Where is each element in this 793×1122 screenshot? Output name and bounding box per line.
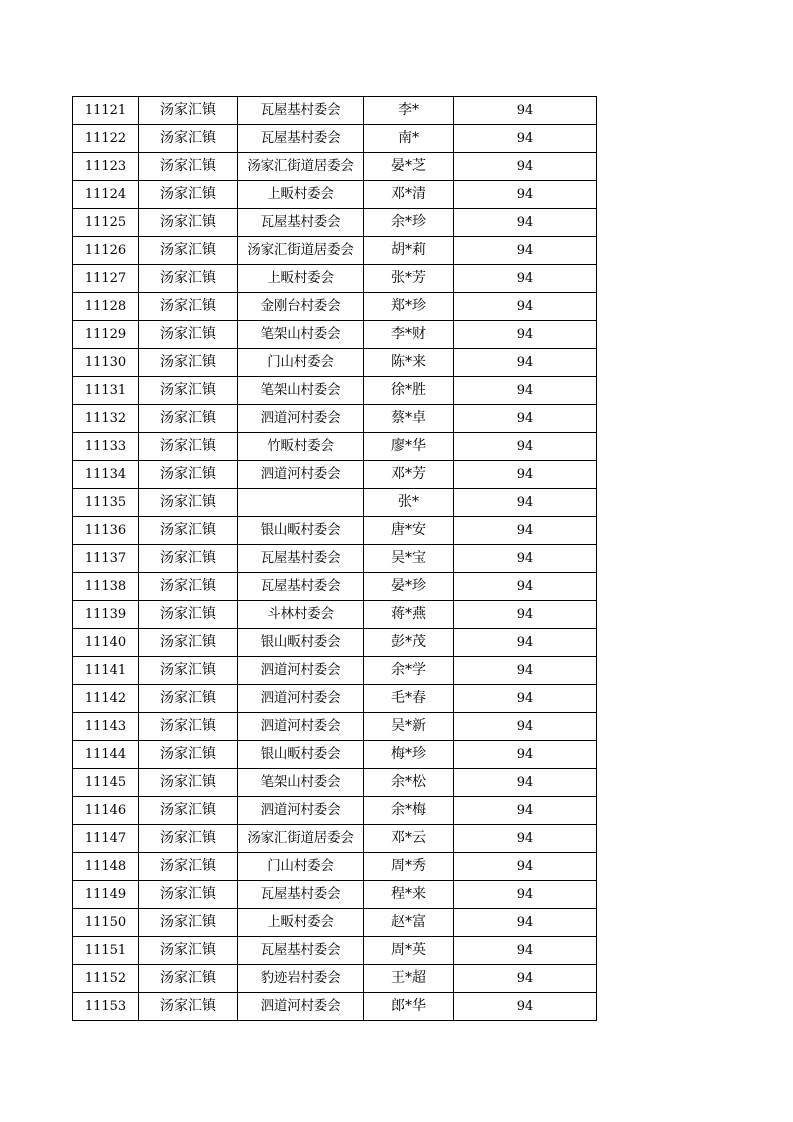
record-id-cell: 11121 <box>73 97 139 125</box>
record-id-cell: 11132 <box>73 405 139 433</box>
record-id-cell: 11123 <box>73 153 139 181</box>
record-id-cell: 11138 <box>73 573 139 601</box>
committee-cell: 瓦屋基村委会 <box>238 97 364 125</box>
committee-cell: 上畈村委会 <box>238 181 364 209</box>
person-name-cell: 晏*珍 <box>364 573 454 601</box>
person-name-cell: 程*来 <box>364 881 454 909</box>
score-cell: 94 <box>454 433 597 461</box>
table-row <box>73 825 597 853</box>
table-row <box>73 685 597 713</box>
person-name-cell: 余*梅 <box>364 797 454 825</box>
score-cell: 94 <box>454 349 597 377</box>
score-cell: 94 <box>454 853 597 881</box>
town-cell: 汤家汇镇 <box>139 993 238 1021</box>
person-name-cell: 邓*清 <box>364 181 454 209</box>
person-name-cell: 廖*华 <box>364 433 454 461</box>
town-cell: 汤家汇镇 <box>139 713 238 741</box>
town-cell: 汤家汇镇 <box>139 377 238 405</box>
committee-cell: 汤家汇街道居委会 <box>238 237 364 265</box>
record-id-cell: 11140 <box>73 629 139 657</box>
record-id-cell: 11125 <box>73 209 139 237</box>
score-cell: 94 <box>454 629 597 657</box>
person-name-cell: 吴*宝 <box>364 545 454 573</box>
score-cell: 94 <box>454 965 597 993</box>
score-cell: 94 <box>454 797 597 825</box>
committee-cell: 上畈村委会 <box>238 909 364 937</box>
committee-cell: 汤家汇街道居委会 <box>238 153 364 181</box>
town-cell: 汤家汇镇 <box>139 797 238 825</box>
person-name-cell: 邓*云 <box>364 825 454 853</box>
committee-cell: 笔架山村委会 <box>238 321 364 349</box>
committee-cell: 银山畈村委会 <box>238 741 364 769</box>
town-cell: 汤家汇镇 <box>139 573 238 601</box>
record-id-cell: 11135 <box>73 489 139 517</box>
table-row <box>73 993 597 1021</box>
table-row <box>73 405 597 433</box>
town-cell: 汤家汇镇 <box>139 293 238 321</box>
town-cell: 汤家汇镇 <box>139 181 238 209</box>
record-id-cell: 11137 <box>73 545 139 573</box>
score-cell: 94 <box>454 265 597 293</box>
person-name-cell: 邓*芳 <box>364 461 454 489</box>
table-row <box>73 909 597 937</box>
committee-cell: 门山村委会 <box>238 853 364 881</box>
committee-cell: 瓦屋基村委会 <box>238 881 364 909</box>
score-cell: 94 <box>454 713 597 741</box>
committee-cell: 金刚台村委会 <box>238 293 364 321</box>
table-row <box>73 545 597 573</box>
town-cell: 汤家汇镇 <box>139 769 238 797</box>
table-row <box>73 461 597 489</box>
town-cell: 汤家汇镇 <box>139 489 238 517</box>
record-id-cell: 11143 <box>73 713 139 741</box>
record-id-cell: 11142 <box>73 685 139 713</box>
committee-cell: 斗林村委会 <box>238 601 364 629</box>
record-id-cell: 11139 <box>73 601 139 629</box>
town-cell: 汤家汇镇 <box>139 461 238 489</box>
table-row <box>73 321 597 349</box>
table-row <box>73 265 597 293</box>
person-name-cell: 徐*胜 <box>364 377 454 405</box>
town-cell: 汤家汇镇 <box>139 405 238 433</box>
score-cell: 94 <box>454 573 597 601</box>
person-name-cell: 张*芳 <box>364 265 454 293</box>
town-cell: 汤家汇镇 <box>139 265 238 293</box>
town-cell: 汤家汇镇 <box>139 881 238 909</box>
committee-cell: 豹迹岩村委会 <box>238 965 364 993</box>
record-id-cell: 11147 <box>73 825 139 853</box>
committee-cell: 上畈村委会 <box>238 265 364 293</box>
score-cell: 94 <box>454 97 597 125</box>
town-cell: 汤家汇镇 <box>139 657 238 685</box>
record-id-cell: 11146 <box>73 797 139 825</box>
score-cell: 94 <box>454 825 597 853</box>
score-cell: 94 <box>454 321 597 349</box>
town-cell: 汤家汇镇 <box>139 237 238 265</box>
record-id-cell: 11126 <box>73 237 139 265</box>
person-name-cell: 彭*茂 <box>364 629 454 657</box>
score-cell: 94 <box>454 461 597 489</box>
person-name-cell: 李*财 <box>364 321 454 349</box>
score-cell: 94 <box>454 937 597 965</box>
record-id-cell: 11124 <box>73 181 139 209</box>
score-cell: 94 <box>454 405 597 433</box>
person-name-cell: 梅*珍 <box>364 741 454 769</box>
committee-cell: 竹畈村委会 <box>238 433 364 461</box>
score-cell: 94 <box>454 741 597 769</box>
score-cell: 94 <box>454 293 597 321</box>
table-row <box>73 209 597 237</box>
table-row <box>73 181 597 209</box>
score-cell: 94 <box>454 601 597 629</box>
table-row <box>73 713 597 741</box>
person-name-cell: 李* <box>364 97 454 125</box>
town-cell: 汤家汇镇 <box>139 433 238 461</box>
table-row <box>73 125 597 153</box>
record-id-cell: 11128 <box>73 293 139 321</box>
record-id-cell: 11149 <box>73 881 139 909</box>
score-cell: 94 <box>454 125 597 153</box>
committee-cell: 笔架山村委会 <box>238 769 364 797</box>
record-id-cell: 11145 <box>73 769 139 797</box>
score-cell: 94 <box>454 685 597 713</box>
table-row <box>73 433 597 461</box>
score-cell: 94 <box>454 909 597 937</box>
score-cell: 94 <box>454 993 597 1021</box>
score-cell: 94 <box>454 153 597 181</box>
score-cell: 94 <box>454 377 597 405</box>
person-name-cell: 张* <box>364 489 454 517</box>
table-row <box>73 769 597 797</box>
score-cell: 94 <box>454 881 597 909</box>
committee-cell: 瓦屋基村委会 <box>238 937 364 965</box>
person-name-cell: 蔡*卓 <box>364 405 454 433</box>
committee-cell: 银山畈村委会 <box>238 629 364 657</box>
town-cell: 汤家汇镇 <box>139 97 238 125</box>
person-name-cell: 余*松 <box>364 769 454 797</box>
score-cell: 94 <box>454 181 597 209</box>
score-cell: 94 <box>454 657 597 685</box>
score-cell: 94 <box>454 237 597 265</box>
record-id-cell: 11133 <box>73 433 139 461</box>
person-name-cell: 南* <box>364 125 454 153</box>
score-cell: 94 <box>454 545 597 573</box>
town-cell: 汤家汇镇 <box>139 825 238 853</box>
table-row <box>73 853 597 881</box>
person-name-cell: 余*学 <box>364 657 454 685</box>
town-cell: 汤家汇镇 <box>139 321 238 349</box>
committee-cell: 瓦屋基村委会 <box>238 125 364 153</box>
committee-cell: 泗道河村委会 <box>238 993 364 1021</box>
score-cell: 94 <box>454 517 597 545</box>
town-cell: 汤家汇镇 <box>139 629 238 657</box>
record-id-cell: 11144 <box>73 741 139 769</box>
record-id-cell: 11127 <box>73 265 139 293</box>
committee-cell: 汤家汇街道居委会 <box>238 825 364 853</box>
town-cell: 汤家汇镇 <box>139 853 238 881</box>
record-id-cell: 11122 <box>73 125 139 153</box>
town-cell: 汤家汇镇 <box>139 349 238 377</box>
committee-cell <box>238 489 364 517</box>
committee-cell: 瓦屋基村委会 <box>238 573 364 601</box>
person-name-cell: 赵*富 <box>364 909 454 937</box>
table-row <box>73 797 597 825</box>
roster-table-body <box>73 97 597 1021</box>
person-name-cell: 余*珍 <box>364 209 454 237</box>
person-name-cell: 陈*来 <box>364 349 454 377</box>
person-name-cell: 吴*新 <box>364 713 454 741</box>
person-name-cell: 王*超 <box>364 965 454 993</box>
town-cell: 汤家汇镇 <box>139 965 238 993</box>
town-cell: 汤家汇镇 <box>139 937 238 965</box>
record-id-cell: 11153 <box>73 993 139 1021</box>
committee-cell: 瓦屋基村委会 <box>238 209 364 237</box>
person-name-cell: 郑*珍 <box>364 293 454 321</box>
record-id-cell: 11148 <box>73 853 139 881</box>
table-row <box>73 489 597 517</box>
person-name-cell: 蒋*燕 <box>364 601 454 629</box>
score-cell: 94 <box>454 769 597 797</box>
table-row <box>73 573 597 601</box>
table-row <box>73 629 597 657</box>
committee-cell: 泗道河村委会 <box>238 405 364 433</box>
record-id-cell: 11129 <box>73 321 139 349</box>
score-cell: 94 <box>454 209 597 237</box>
town-cell: 汤家汇镇 <box>139 545 238 573</box>
town-cell: 汤家汇镇 <box>139 685 238 713</box>
town-cell: 汤家汇镇 <box>139 125 238 153</box>
committee-cell: 泗道河村委会 <box>238 713 364 741</box>
record-id-cell: 11131 <box>73 377 139 405</box>
record-id-cell: 11130 <box>73 349 139 377</box>
table-row <box>73 97 597 125</box>
town-cell: 汤家汇镇 <box>139 601 238 629</box>
roster-table <box>72 96 597 1021</box>
record-id-cell: 11136 <box>73 517 139 545</box>
committee-cell: 门山村委会 <box>238 349 364 377</box>
person-name-cell: 胡*莉 <box>364 237 454 265</box>
person-name-cell: 郎*华 <box>364 993 454 1021</box>
table-row <box>73 377 597 405</box>
committee-cell: 瓦屋基村委会 <box>238 545 364 573</box>
record-id-cell: 11150 <box>73 909 139 937</box>
person-name-cell: 周*秀 <box>364 853 454 881</box>
committee-cell: 笔架山村委会 <box>238 377 364 405</box>
town-cell: 汤家汇镇 <box>139 741 238 769</box>
table-row <box>73 349 597 377</box>
town-cell: 汤家汇镇 <box>139 909 238 937</box>
person-name-cell: 周*英 <box>364 937 454 965</box>
record-id-cell: 11141 <box>73 657 139 685</box>
town-cell: 汤家汇镇 <box>139 209 238 237</box>
score-cell: 94 <box>454 489 597 517</box>
table-row <box>73 293 597 321</box>
table-row <box>73 937 597 965</box>
record-id-cell: 11152 <box>73 965 139 993</box>
town-cell: 汤家汇镇 <box>139 517 238 545</box>
table-row <box>73 657 597 685</box>
committee-cell: 泗道河村委会 <box>238 685 364 713</box>
table-row <box>73 153 597 181</box>
record-id-cell: 11134 <box>73 461 139 489</box>
table-row <box>73 517 597 545</box>
table-row <box>73 965 597 993</box>
person-name-cell: 毛*春 <box>364 685 454 713</box>
committee-cell: 泗道河村委会 <box>238 797 364 825</box>
committee-cell: 泗道河村委会 <box>238 657 364 685</box>
table-row <box>73 237 597 265</box>
committee-cell: 泗道河村委会 <box>238 461 364 489</box>
table-row <box>73 881 597 909</box>
table-row <box>73 601 597 629</box>
town-cell: 汤家汇镇 <box>139 153 238 181</box>
person-name-cell: 晏*芝 <box>364 153 454 181</box>
committee-cell: 银山畈村委会 <box>238 517 364 545</box>
person-name-cell: 唐*安 <box>364 517 454 545</box>
record-id-cell: 11151 <box>73 937 139 965</box>
table-row <box>73 741 597 769</box>
